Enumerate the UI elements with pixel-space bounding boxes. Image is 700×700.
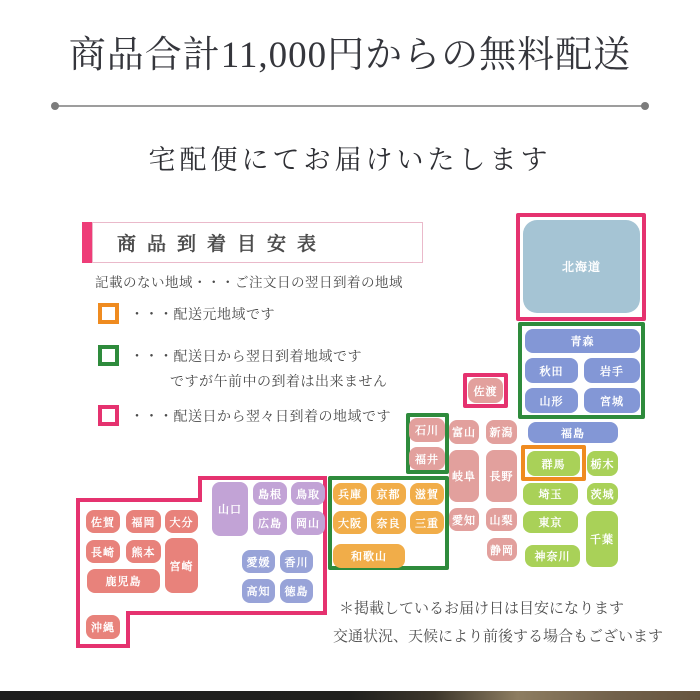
prefecture-box: 長野 xyxy=(486,450,517,502)
prefecture-box: 沖縄 xyxy=(86,615,120,639)
prefecture-box: 鳥取 xyxy=(291,482,325,505)
prefecture-box: 富山 xyxy=(449,420,479,444)
prefecture-box: 福岡 xyxy=(126,510,161,533)
prefecture-box: 岩手 xyxy=(584,358,640,383)
footnote-line-2: 交通状況、天候により前後する場合もございます xyxy=(333,628,664,645)
legend-item-two-days-label: ・・・配送日から翌々日到着の地域です xyxy=(130,407,391,424)
legend-item-next-day-label: ・・・配送日から翌日到着地域です xyxy=(130,347,362,364)
prefecture-box: 愛知 xyxy=(449,508,479,531)
prefecture-box: 和歌山 xyxy=(333,544,405,568)
prefecture-box: 山梨 xyxy=(486,508,517,531)
prefecture-box: 群馬 xyxy=(527,451,580,476)
prefecture-box: 兵庫 xyxy=(333,483,367,505)
prefecture-box: 京都 xyxy=(371,483,406,505)
prefecture-box: 徳島 xyxy=(280,579,313,603)
prefecture-box: 千葉 xyxy=(586,511,618,567)
prefecture-box: 佐渡 xyxy=(468,378,503,403)
prefecture-box: 秋田 xyxy=(525,358,578,383)
prefecture-box: 長崎 xyxy=(86,540,120,563)
page-subtitle: 宅配便にてお届けいたします xyxy=(148,145,552,175)
prefecture-box: 広島 xyxy=(253,511,287,535)
prefecture-box: 山口 xyxy=(212,482,248,536)
prefecture-box: 奈良 xyxy=(371,511,406,534)
prefecture-box: 福島 xyxy=(528,422,618,443)
prefecture-box: 佐賀 xyxy=(86,510,120,533)
page-title: 商品合計11,000円からの無料配送 xyxy=(68,35,632,76)
prefecture-box: 茨城 xyxy=(587,483,618,505)
prefecture-box: 埼玉 xyxy=(523,483,578,505)
prefecture-box: 福井 xyxy=(409,447,445,470)
legend-note: 記載のない地域・・・ご注文日の翌日到着の地域 xyxy=(95,275,403,290)
prefecture-box: 神奈川 xyxy=(525,545,580,567)
prefecture-box: 大阪 xyxy=(333,511,367,534)
legend-title: 商品到着目安表 xyxy=(117,234,328,255)
prefecture-box: 栃木 xyxy=(587,451,618,476)
legend-item-origin-label: ・・・配送元地域です xyxy=(130,305,275,322)
prefecture-box: 香川 xyxy=(280,550,313,573)
prefecture-box: 岐阜 xyxy=(449,450,479,502)
prefecture-box: 愛媛 xyxy=(242,550,275,573)
prefecture-box: 宮崎 xyxy=(165,538,198,593)
prefecture-box: 宮城 xyxy=(584,388,640,413)
bottom-image-edge xyxy=(0,691,700,700)
footnote-line-1: ＊掲載しているお届け日は目安になります xyxy=(339,600,625,617)
prefecture-box: 熊本 xyxy=(126,540,161,563)
prefecture-box: 静岡 xyxy=(487,538,517,561)
prefecture-box: 鹿児島 xyxy=(87,569,160,593)
prefecture-box: 三重 xyxy=(410,511,444,534)
prefecture-box: 新潟 xyxy=(486,420,517,444)
legend-item-next-day-label-line2: ですが午前中の到着は出来ません xyxy=(170,373,388,389)
prefecture-box: 滋賀 xyxy=(410,483,444,505)
prefecture-box: 島根 xyxy=(253,482,287,505)
prefecture-box: 石川 xyxy=(409,418,445,442)
prefecture-box: 高知 xyxy=(242,579,275,603)
prefecture-box: 青森 xyxy=(525,329,640,353)
prefecture-box: 東京 xyxy=(523,511,578,533)
prefecture-box: 大分 xyxy=(165,510,198,533)
prefecture-box: 山形 xyxy=(525,388,578,413)
prefecture-box: 岡山 xyxy=(291,511,325,535)
prefecture-box: 北海道 xyxy=(523,220,640,313)
